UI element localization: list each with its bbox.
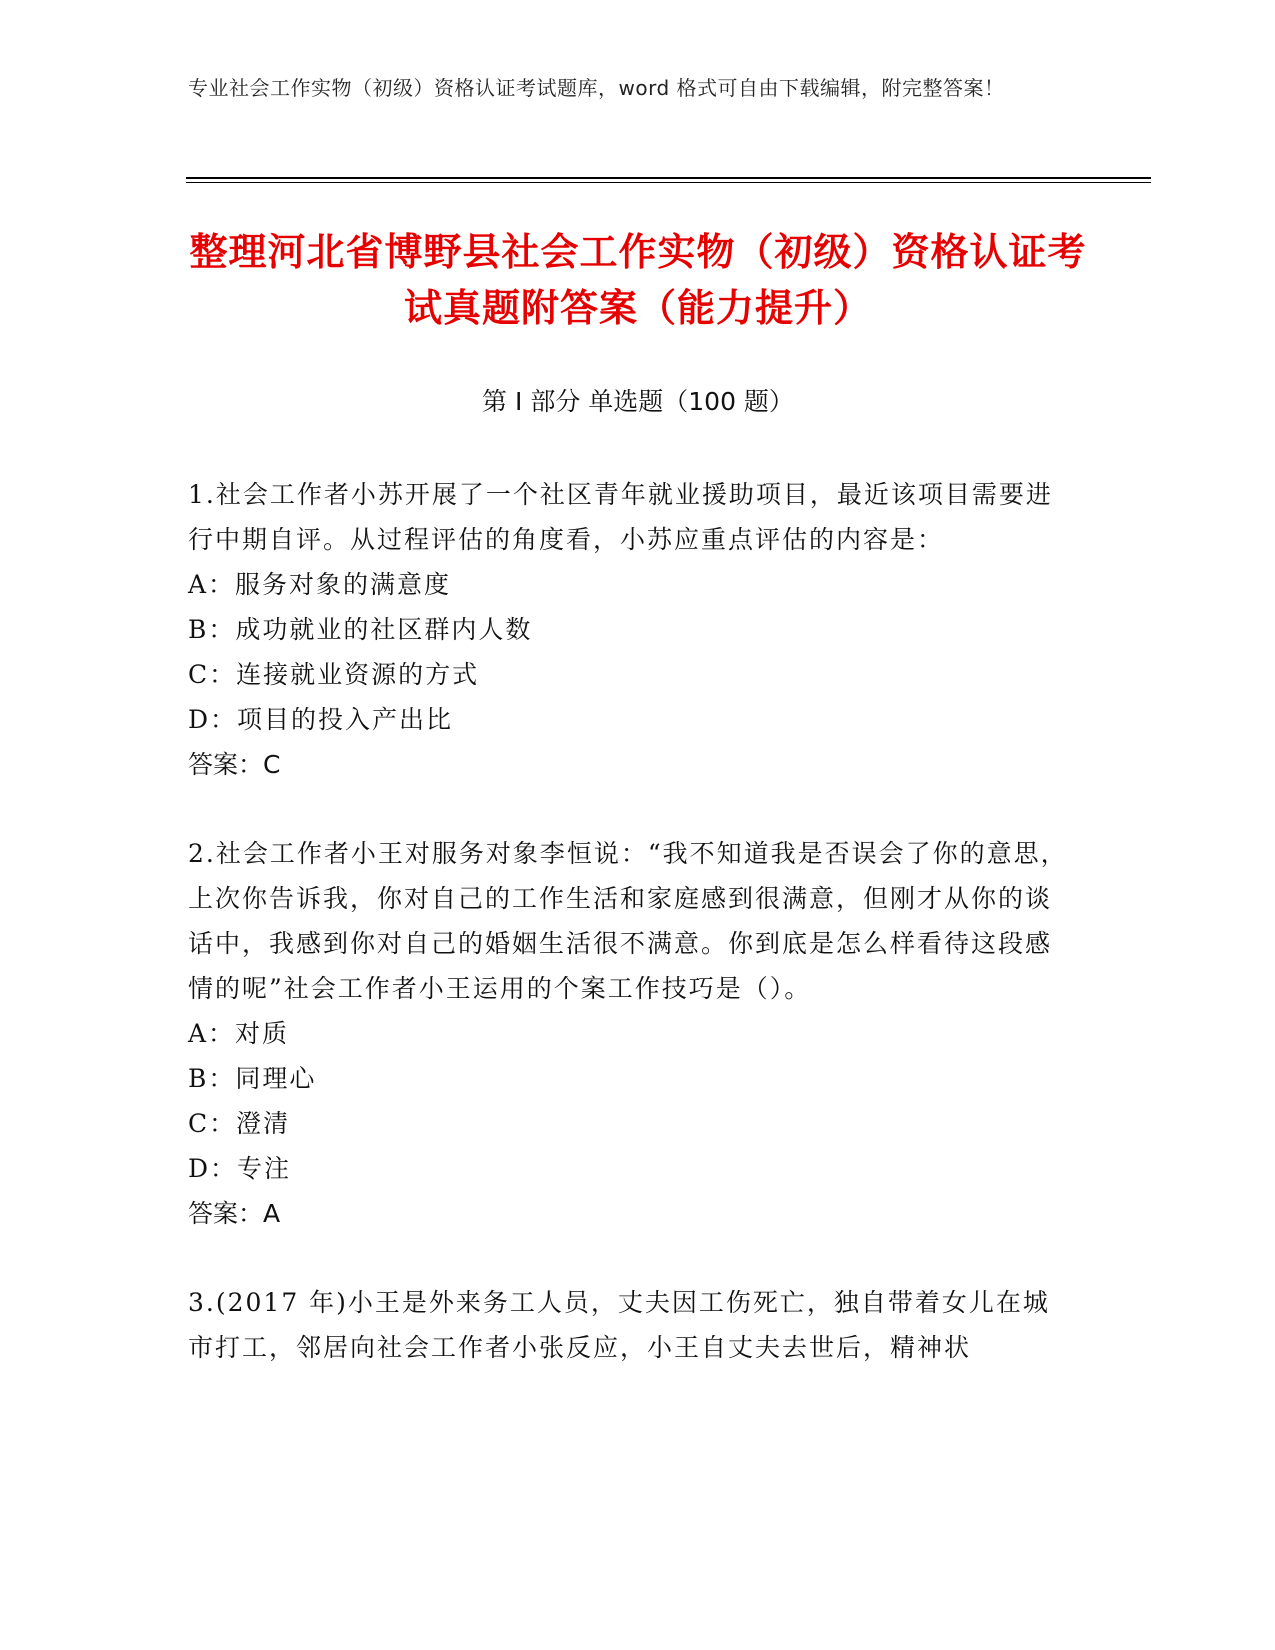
option-c: C：澄清 [188,1109,291,1138]
question-2 [188,831,1068,1236]
question-list [188,472,1068,1414]
header-divider-thick [186,177,1151,179]
header-note: 专业社会工作实物（初级）资格认证考试题库，word 格式可自由下载编辑，附完整答案！ [188,76,1005,100]
answer: 答案：A [188,1199,281,1228]
document-title: 整理河北省博野县社会工作实物（初级）资格认证考试真题附答案（能力提升） [189,230,1087,330]
option-d: D：专注 [188,1154,292,1183]
option-d: D：项目的投入产出比 [188,705,454,734]
answer: 答案：C [188,750,281,779]
option-a: A：服务对象的满意度 [188,570,452,599]
question-stem: 3.(2017 年)小王是外来务工人员，丈夫因工伤死亡，独自带着女儿在城市打工，邻居向社会工作者小张反应，小王自丈夫去世后，精神状 [188,1288,1050,1362]
option-c: C：连接就业资源的方式 [188,660,480,689]
question-3 [188,1280,1068,1370]
option-a: A：对质 [188,1019,290,1048]
section-heading: 第 I 部分 单选题（100 题） [482,387,794,416]
header-divider-thin [186,182,1151,183]
question-stem: 2.社会工作者小王对服务对象李恒说：“我不知道我是否误会了你的意思，上次你告诉我，你对自己的工作生活和家庭感到很满意，但刚才从你的谈话中，我感到你对自己的婚姻生活很不满意。你到底是怎么样看待这段感情的呢”社会工作者小王运用的个案工作技巧是（）。 [188,839,1068,1003]
option-b: B：成功就业的社区群内人数 [188,615,533,644]
option-b: B：同理心 [188,1064,317,1093]
question-stem: 1.社会工作者小苏开展了一个社区青年就业援助项目，最近该项目需要进行中期自评。从过程评估的角度看，小苏应重点评估的内容是： [188,480,1053,554]
question-1 [188,472,1068,787]
